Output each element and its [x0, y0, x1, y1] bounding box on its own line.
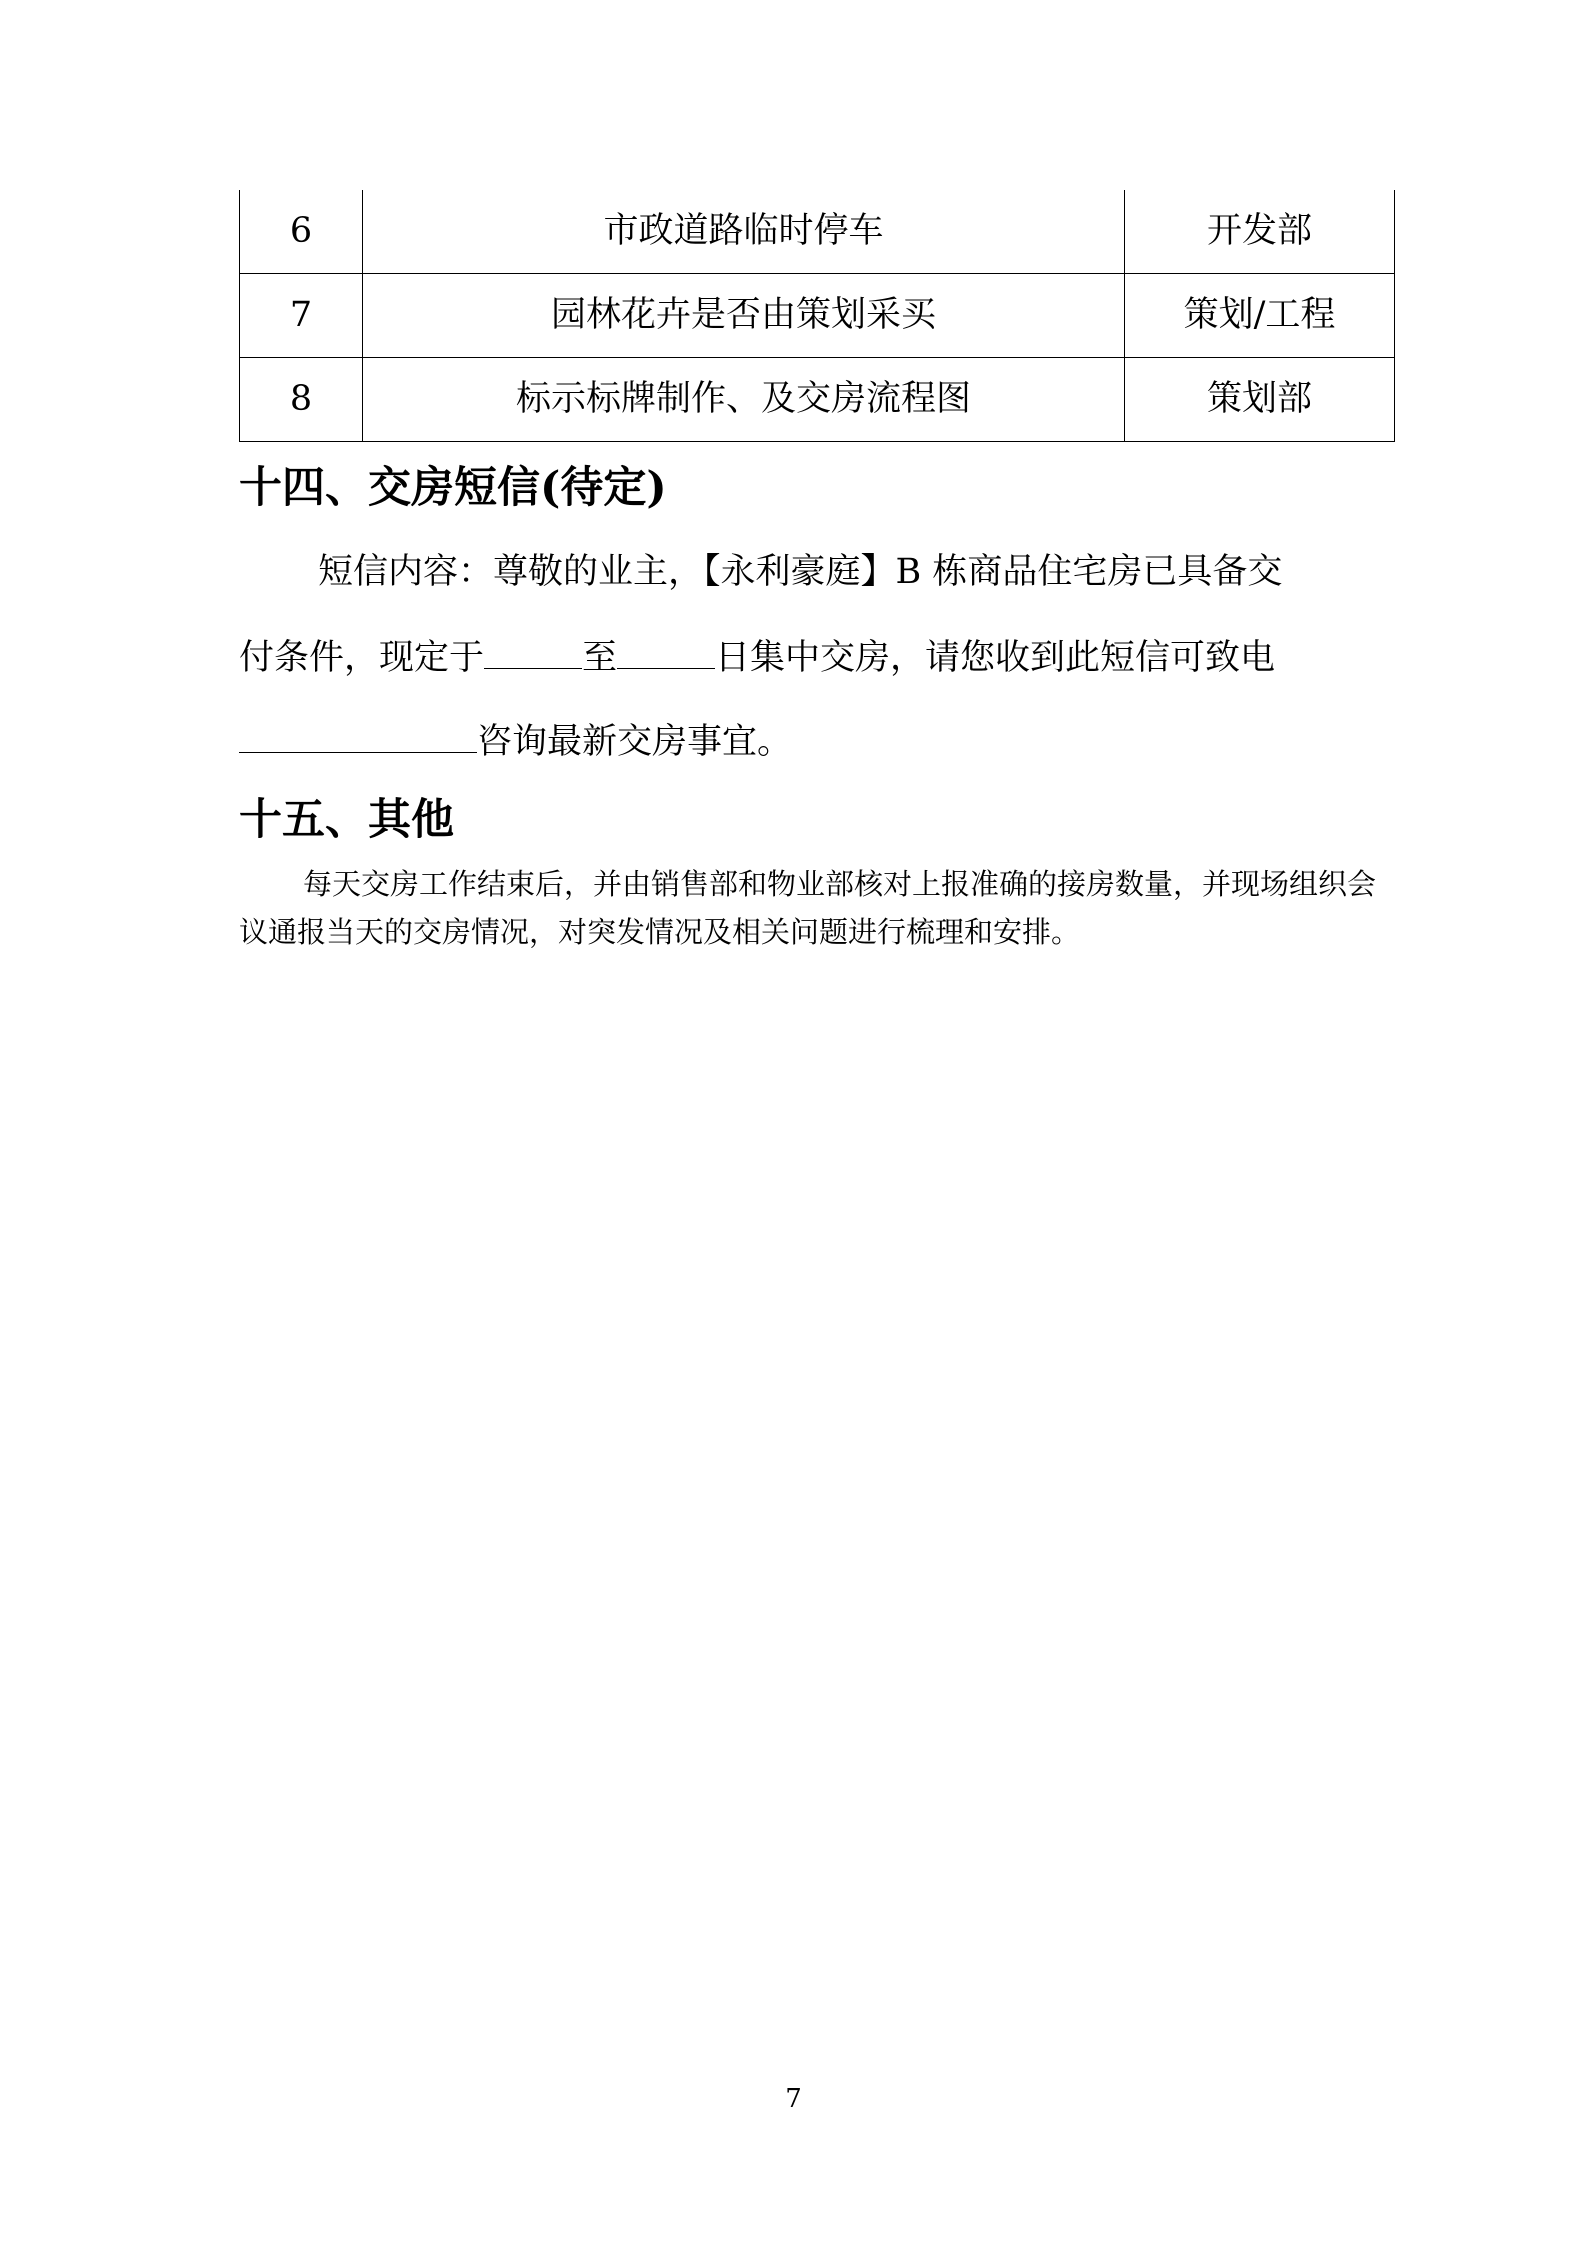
row-number: 8: [240, 358, 363, 442]
phone-number-blank: [239, 722, 477, 753]
sms-line-3-text: 咨询最新交房事宜。: [477, 722, 793, 762]
date-end-blank: [617, 638, 715, 669]
date-start-blank: [484, 638, 582, 669]
table-row: [240, 190, 1395, 274]
row-department: 开发部: [1125, 190, 1395, 274]
row-number: 7: [240, 274, 363, 358]
row-item: 标示标牌制作、及交房流程图: [363, 358, 1125, 442]
section-14-heading: 十四、交房短信(待定): [239, 463, 667, 513]
table-row: [240, 274, 1395, 358]
sms-line-1: 短信内容：尊敬的业主，【永利豪庭】B 栋商品住宅房已具备交: [318, 552, 1283, 592]
sms-line-3: [239, 722, 1394, 760]
sms-line-2-part-b: 至: [582, 638, 618, 678]
sms-line-2: [239, 638, 1394, 676]
row-item: 市政道路临时停车: [363, 190, 1125, 274]
section-15-heading: 十五、其他: [239, 795, 454, 845]
row-number: 6: [240, 190, 363, 274]
section-15-body: 每天交房工作结束后，并由销售部和物业部核对上报准确的接房数量，并现场组织会议通报当天的交房情况，对突发情况及相关问题进行梳理和安排。: [239, 867, 1377, 949]
table-row: [240, 358, 1395, 442]
sms-line-2-part-c: 日集中交房，请您收到此短信可致电: [715, 638, 1276, 678]
page-number: 7: [785, 2084, 802, 2114]
sms-line-2-part-a: 付条件，现定于: [239, 638, 485, 678]
row-department: 策划部: [1125, 358, 1395, 442]
row-department: 策划/工程: [1125, 274, 1395, 358]
responsibility-table: [239, 190, 1395, 442]
row-item: 园林花卉是否由策划采买: [363, 274, 1125, 358]
